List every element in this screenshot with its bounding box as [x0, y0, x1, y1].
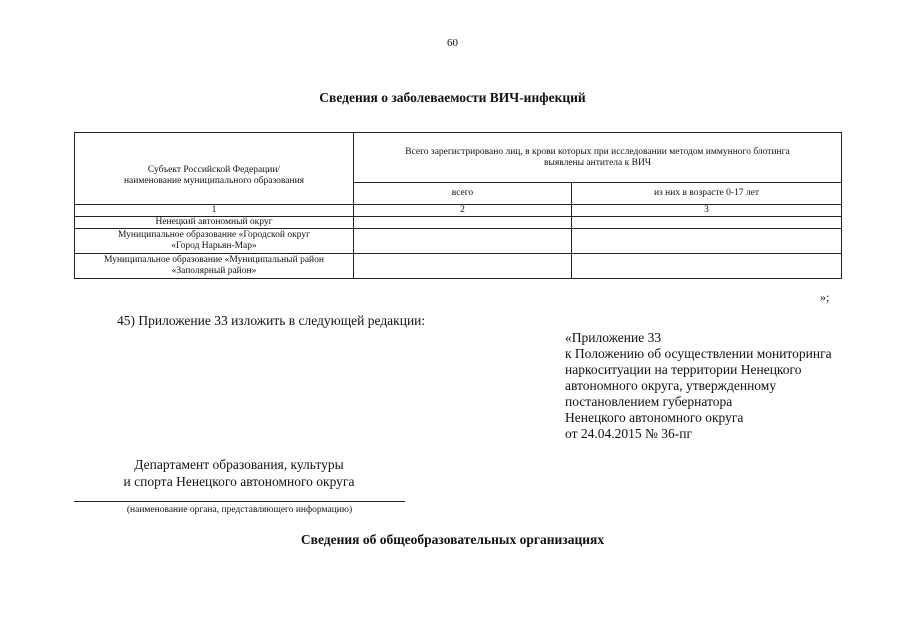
- col-number-3: 3: [572, 205, 842, 217]
- row-name-line2: «Заполярный район»: [171, 266, 257, 276]
- appendix-header: [565, 330, 832, 442]
- table-row: [75, 254, 842, 279]
- row-age-0-17: [572, 229, 842, 254]
- appendix-line: Ненецкого автономного округа: [565, 410, 744, 425]
- department-name: [74, 456, 404, 490]
- appendix-line: от 24.04.2015 № 36-пг: [565, 426, 692, 441]
- appendix-line: к Положению об осуществлении мониторинга: [565, 346, 832, 361]
- item-45-text: 45) Приложение 33 изложить в следующей редакции:: [117, 313, 426, 328]
- group-header: [354, 133, 842, 183]
- department-line2: и спорта Ненецкого автономного округа: [123, 474, 355, 489]
- appendix-line: наркоситуации на территории Ненецкого: [565, 362, 802, 377]
- row-age-0-17: [572, 217, 842, 229]
- appendix-line: постановлением губернатора: [565, 394, 733, 409]
- appendix-line: автономного округа, утвержденному: [565, 378, 777, 393]
- col-number-1: 1: [75, 205, 354, 217]
- col1-header-line1: Субъект Российской Федерации/: [147, 164, 281, 175]
- table-row: [75, 229, 842, 254]
- group-header-line2: выявлены антитела к ВИЧ: [544, 157, 651, 168]
- row-age-0-17: [572, 254, 842, 279]
- row-total: [354, 229, 572, 254]
- row-total: [354, 254, 572, 279]
- hiv-section-title: Сведения о заболеваемости ВИЧ-инфекций: [319, 90, 586, 105]
- row-name: [75, 229, 354, 254]
- department-caption: (наименование органа, представляющего информацию): [126, 505, 353, 515]
- closing-quote-mark: »;: [820, 290, 830, 304]
- row-name-line1: Муниципальное образование «Муниципальный район: [104, 255, 324, 265]
- row-name-line1: Муниципальное образование «Городской округ: [117, 230, 311, 240]
- col-number-2: 2: [354, 205, 572, 217]
- col1-header-line2: наименование муниципального образования: [123, 175, 305, 186]
- row-total: [354, 217, 572, 229]
- row-name-line1: Ненецкий автономный округ: [155, 217, 273, 227]
- col2-header: всего: [354, 183, 572, 205]
- group-header-line1: Всего зарегистрировано лиц, в крови которых при исследовании методом иммунного блотинга: [405, 146, 790, 157]
- schools-section-title: Сведения об общеобразовательных организациях: [300, 532, 605, 547]
- appendix-line: «Приложение 33: [565, 330, 662, 345]
- department-line1: Департамент образования, культуры: [134, 457, 344, 472]
- col1-header: [75, 133, 354, 205]
- hiv-table: [74, 132, 842, 279]
- row-name: [75, 254, 354, 279]
- row-name: [75, 217, 354, 229]
- col3-header: из них в возрасте 0-17 лет: [572, 183, 842, 205]
- row-name-line2: «Город Нарьян-Мар»: [171, 241, 257, 251]
- page-number: 60: [447, 37, 458, 49]
- signature-rule: [74, 501, 405, 502]
- table-row: [75, 217, 842, 229]
